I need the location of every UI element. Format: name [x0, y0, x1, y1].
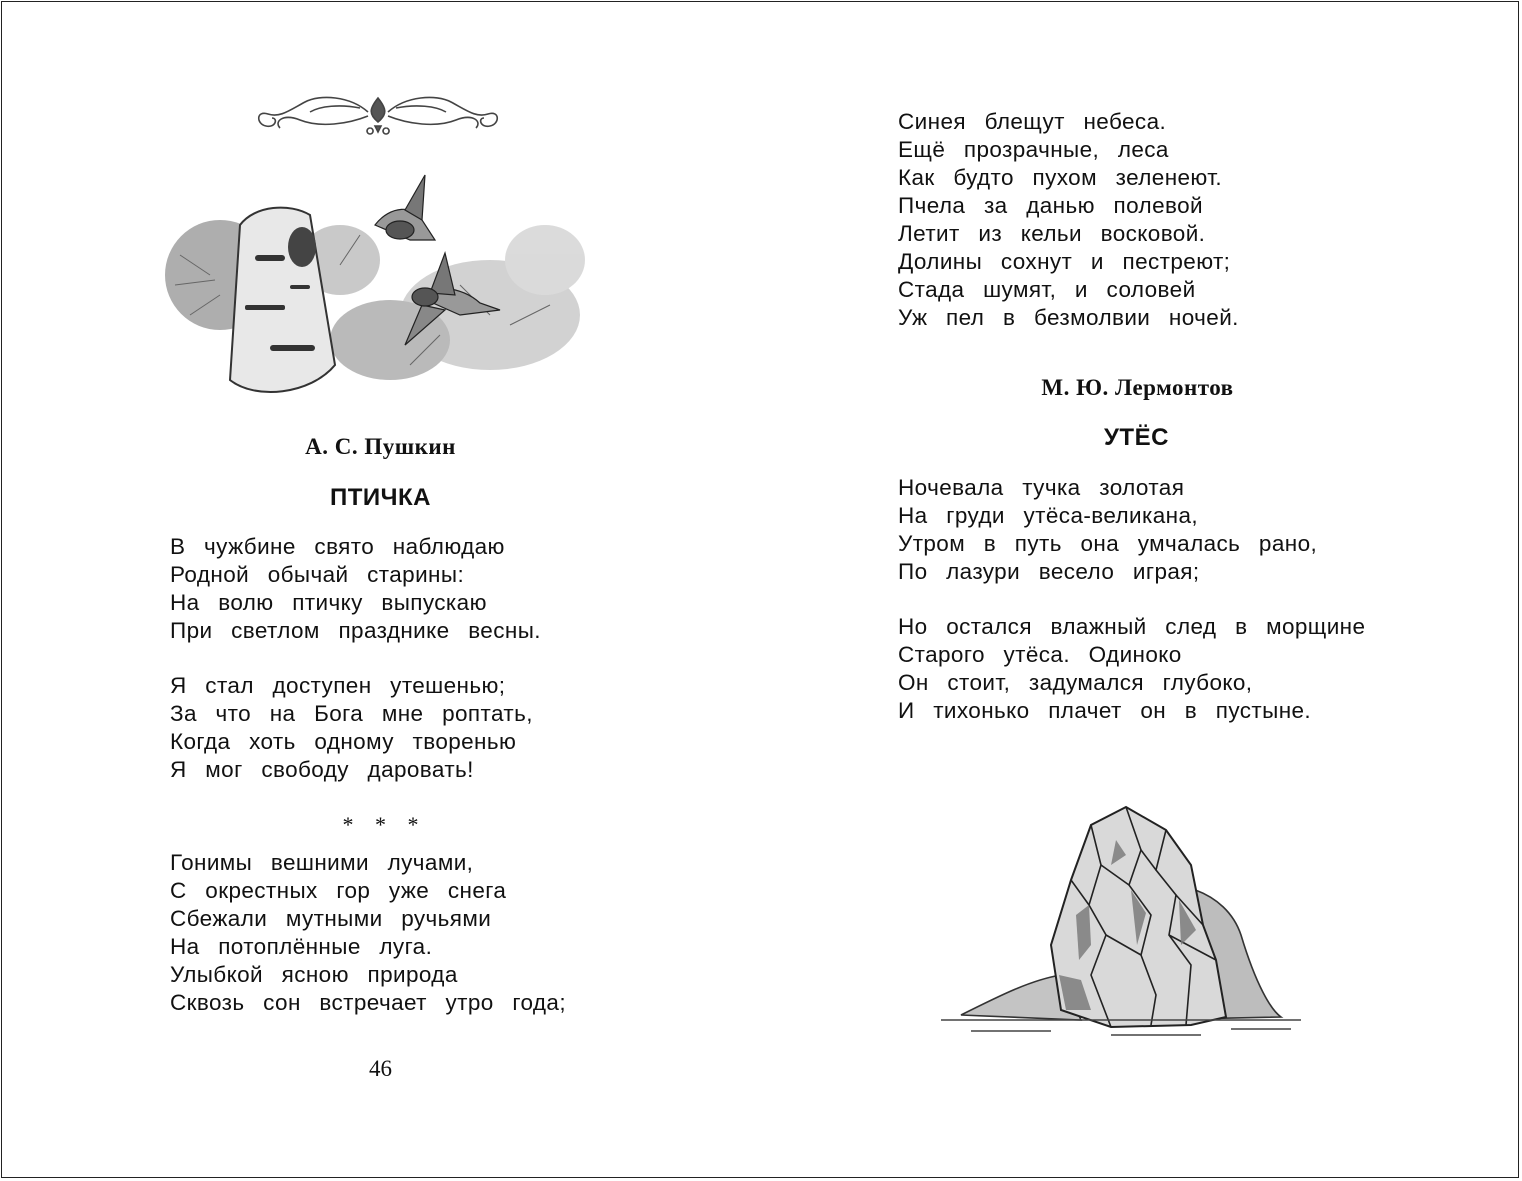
verse-line: Как будто пухом зеленеют.: [898, 165, 1223, 190]
verse-line: За что на Бога мне роптать,: [170, 701, 533, 726]
stanza-separator: * * *: [342, 812, 419, 837]
ornament-flourish-icon: [250, 88, 506, 140]
verse-line: Летит из кельи восковой.: [898, 221, 1206, 246]
verse-line: Стада шумят, и соловей: [898, 277, 1196, 302]
verse-line: По лазури весело играя;: [898, 559, 1200, 584]
verse-line: Синея блещут небеса.: [898, 109, 1167, 134]
verse-line: Я стал доступен утешенью;: [170, 673, 506, 698]
verse-line: Улыбкой ясною природа: [170, 962, 458, 987]
rock-cliff-illustration: [941, 795, 1311, 1055]
verse-line: При светлом празднике весны.: [170, 618, 541, 643]
verse-line: В чужбине свято наблюдаю: [170, 534, 505, 559]
verse-line: Уж пел в безмолвии ночей.: [898, 305, 1239, 330]
stanza: [170, 533, 541, 645]
stanza: [898, 474, 1317, 586]
verse-line: Пчела за данью полевой: [898, 193, 1203, 218]
author-name: М. Ю. Лермонтов: [1041, 375, 1234, 400]
verse-line: На груди утёса-великана,: [898, 503, 1199, 528]
verse-line: Родной обычай старины:: [170, 562, 465, 587]
verse-line: Утром в путь она умчалась рано,: [898, 531, 1318, 556]
verse-line: Когда хоть одному творенью: [170, 729, 517, 754]
author-name: А. С. Пушкин: [305, 434, 456, 459]
birds-on-birch-illustration: [160, 165, 590, 415]
verse-line: На волю птичку выпускаю: [170, 590, 487, 615]
right-page: [761, 0, 1522, 1181]
continued-stanza: [898, 108, 1239, 332]
page-number: 46: [369, 1056, 392, 1081]
verse-line: Гонимы вешними лучами,: [170, 850, 474, 875]
verse-line: Я мог свободу даровать!: [170, 757, 474, 782]
verse-line: И тихонько плачет он в пустыне.: [898, 698, 1312, 723]
verse-line: На потоплённые луга.: [170, 934, 433, 959]
poem-title: ПТИЧКА: [329, 484, 431, 511]
verse-line: Ещё прозрачные, леса: [898, 137, 1169, 162]
verse-line: Сквозь сон встречает утро года;: [170, 990, 566, 1015]
verse-line: Сбежали мутными ручьями: [170, 906, 492, 931]
verse-line: С окрестных гор уже снега: [170, 878, 507, 903]
stanza: [170, 672, 533, 784]
stanza: [898, 613, 1365, 725]
verse-line: Старого утёса. Одиноко: [898, 642, 1182, 667]
verse-line: Долины сохнут и пестреют;: [898, 249, 1231, 274]
verse-line: Ночевала тучка золотая: [898, 475, 1185, 500]
stanza: [170, 849, 566, 1017]
poem-title: УТЁС: [1104, 424, 1169, 451]
verse-line: Но остался влажный след в морщине: [898, 614, 1366, 639]
verse-line: Он стоит, задумался глубоко,: [898, 670, 1253, 695]
